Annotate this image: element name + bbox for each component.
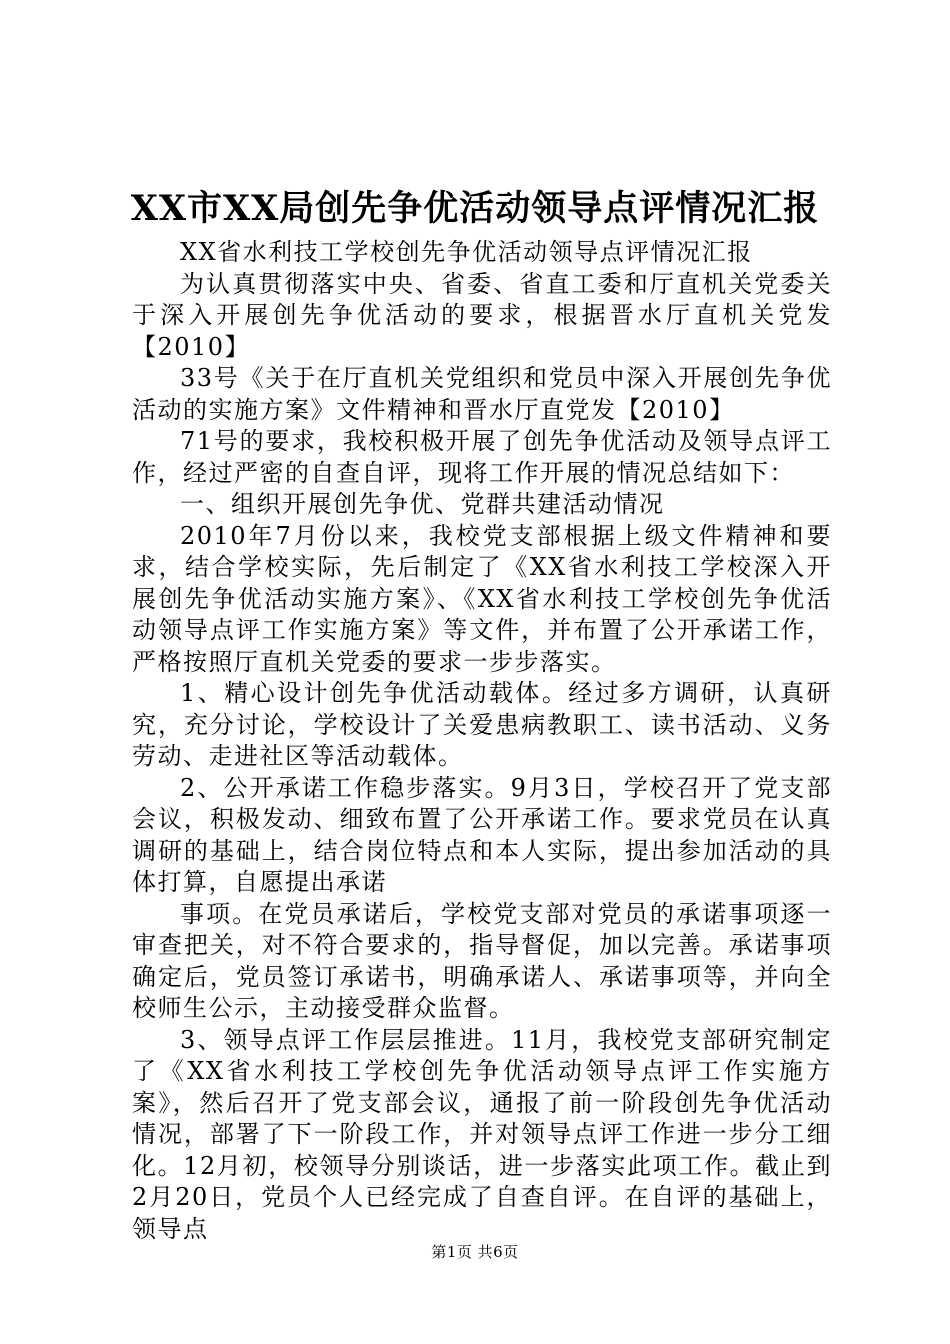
paragraph-document-ref-33: 33号《关于在厅直机关党组织和党员中深入开展创先争优活动的实施方案》文件精神和晋水厅直党发【2010】 — [132, 364, 832, 424]
document-title: XX市XX局创先争优活动领导点评情况汇报 — [130, 188, 820, 229]
paragraph-subtitle: XX省水利技工学校创先争优活动领导点评情况汇报 — [180, 238, 753, 266]
paragraph-since-2010: 2010年7月份以来，我校党支部根据上级文件精神和要求，结合学校实际，先后制定了《XX省水利技工学校深入开展创先争优活动实施方案》、《XX省水利技工学校创先争优活动领导点评工作实施方案》等文件，并布置了公开承诺工作，严格按照厅直机关党委的要求一步步落实。 — [132, 521, 832, 676]
paragraph-item-3: 3、领导点评工作层层推进。11月，我校党支部研究制定了《XX省水利技工学校创先争优活动领导点评工作实施方案》，然后召开了党支部会议，通报了前一阶段创先争优活动情况，部署了下一阶段工作，并对领导点评工作进一步分工细化。12月初，校领导分别谈话，进一步落实此项工作。截止到2月20日，党员个人已经完成了自查自评。在自评的基础上，领导点 — [132, 1025, 832, 1243]
paragraph-item-2-continued: 事项。在党员承诺后，学校党支部对党员的承诺事项逐一审查把关，对不符合要求的，指导督促，加以完善。承诺事项确定后，党员签订承诺书，明确承诺人、承诺事项等，并向全校师生公示，主动接受群众监督。 — [132, 899, 832, 1022]
section-heading-1: 一、组织开展创先争优、党群共建活动情况 — [180, 490, 665, 518]
paragraph-document-ref-71: 71号的要求，我校积极开展了创先争优活动及领导点评工作，经过严密的自查自评，现将工作开展的情况总结如下： — [132, 427, 832, 487]
document-body — [132, 237, 832, 1245]
paragraph-item-1: 1、精心设计创先争优活动载体。经过多方调研，认真研究，充分讨论，学校设计了关爱患病教职工、读书活动、义务劳动、走进社区等活动载体。 — [132, 679, 832, 770]
paragraph-intro: 为认真贯彻落实中央、省委、省直工委和厅直机关党委关于深入开展创先争优活动的要求，根据晋水厅直机关党发【2010】 — [132, 269, 832, 361]
page-footer: 第1页 共6页 — [431, 1243, 519, 1261]
paragraph-item-2: 2、公开承诺工作稳步落实。9月3日，学校召开了党支部会议，积极发动、细致布置了公开承诺工作。要求党员在认真调研的基础上，结合岗位特点和本人实际，提出参加活动的具体打算，自愿提出承诺 — [132, 773, 832, 896]
